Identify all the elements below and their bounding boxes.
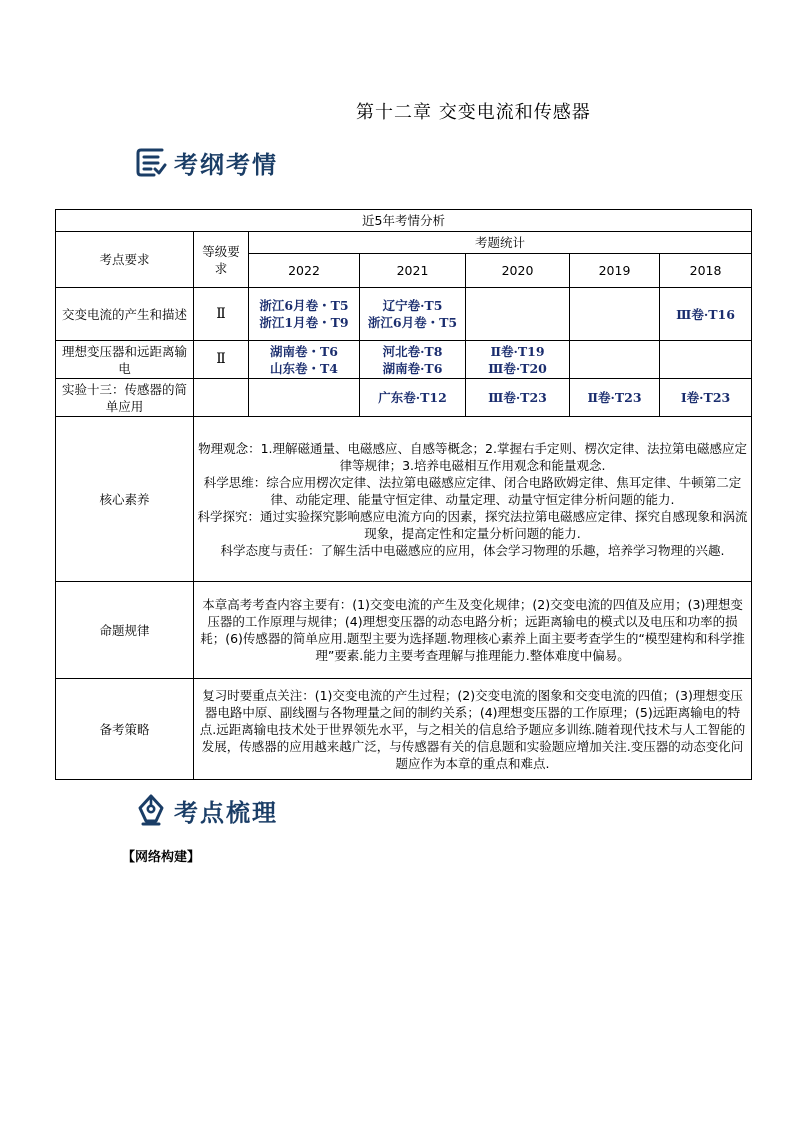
- section-title: 考点梳理: [174, 798, 278, 827]
- citation-cell: 辽宁卷·T5 浙江6月卷・T5: [360, 288, 466, 341]
- citation-cell: 广东卷·T12: [360, 379, 466, 417]
- table-row: [56, 417, 752, 582]
- citation-cell: Ⅲ卷·T23: [466, 379, 570, 417]
- table-row: [56, 288, 752, 341]
- citation-cell: [570, 341, 660, 379]
- table-row: [56, 341, 752, 379]
- section-heading-outline: [134, 144, 278, 180]
- level-cell: Ⅱ: [194, 288, 249, 341]
- pattern-label: 命题规律: [56, 582, 194, 679]
- topic-cell: 实验十三：传感器的简单应用: [56, 379, 194, 417]
- table-row: [56, 679, 752, 780]
- citation-cell: [249, 379, 360, 417]
- core-literacy-paragraph: 科学态度与责任：了解生活中电磁感应的应用，体会学习物理的乐趣，培养学习物理的兴趣.: [220, 542, 725, 558]
- citation-cell: Ⅰ卷·T23: [660, 379, 752, 417]
- table-row: [56, 379, 752, 417]
- header-level: 等级要求: [194, 232, 249, 288]
- citation-cell: 湖南卷・T6 山东卷・T4: [249, 341, 360, 379]
- exam-analysis-table: [55, 209, 752, 780]
- section-title: 考纲考情: [174, 150, 278, 179]
- year-header: 2020: [466, 254, 570, 288]
- core-literacy-paragraph: 科学思维：综合应用楞次定律、法拉第电磁感应定律、闭合电路欧姆定律、焦耳定律、牛顿第二定律、动能定理、能量守恒定律、动量定理、动量守恒定律分析问题的能力.: [203, 474, 742, 507]
- level-cell: [194, 379, 249, 417]
- year-header: 2018: [660, 254, 752, 288]
- level-cell: Ⅱ: [194, 341, 249, 379]
- list-check-icon: [134, 145, 168, 179]
- core-literacy-paragraph: 科学探究：通过实验探究影响感应电流方向的因素，探究法拉第电磁感应定律、探究自感现象和涡流现象，提高定性和定量分析问题的能力.: [197, 508, 748, 541]
- citation-cell: [466, 288, 570, 341]
- pen-nib-icon: [134, 793, 168, 827]
- header-stats: 考题统计: [249, 232, 752, 254]
- core-literacy-content: [194, 417, 752, 582]
- citation-cell: Ⅱ卷·T19 Ⅲ卷·T20: [466, 341, 570, 379]
- network-label: 【网络构建】: [122, 850, 201, 865]
- strategy-content: 复习时要重点关注：(1)交变电流的产生过程；(2)交变电流的图象和交变电流的四值；(3)理想变压器电路中原、副线圈与各物理量之间的制约关系；(4)理想变压器的工作原理；(5)远距离输电的特点.远距离输电技术处于世界领先水平，与之相关的信息给予题应多训练.随着现代技术与人工智能的发展，传感器的应用越来越广泛，与传感器有关的信息题和实验题应增加关注.变压器的动态变化问题应作为本章的重点和难点.: [194, 679, 752, 780]
- core-literacy-label: 核心素养: [56, 417, 194, 582]
- year-header: 2019: [570, 254, 660, 288]
- citation-cell: Ⅱ卷·T23: [570, 379, 660, 417]
- year-header: 2022: [249, 254, 360, 288]
- pattern-content: 本章高考考查内容主要有：(1)交变电流的产生及变化规律；(2)交变电流的四值及应用；(3)理想变压器的工作原理与规律；(4)理想变压器的动态电路分析；远距离输电的模式以及电压和功率的损耗；(6)传感器的简单应用.题型主要为选择题.物理核心素养上面主要考查学生的“模型建构和科学推理”要素.能力主要考查理解与推理能力.整体难度中偏易。: [194, 582, 752, 679]
- core-literacy-paragraph: 物理观念：1.理解磁通量、电磁感应、自感等概念；2.掌握右手定则、楞次定律、法拉第电磁感应定律等规律；3.培养电磁相互作用观念和能量观念.: [198, 440, 747, 473]
- citation-cell: [660, 341, 752, 379]
- chapter-title: 第十二章 交变电流和传感器: [356, 102, 591, 123]
- citation-cell: 浙江6月卷・T5 浙江1月卷・T9: [249, 288, 360, 341]
- topic-cell: 交变电流的产生和描述: [56, 288, 194, 341]
- citation-cell: 河北卷·T8 湖南卷·T6: [360, 341, 466, 379]
- citation-cell: [570, 288, 660, 341]
- year-header: 2021: [360, 254, 466, 288]
- citation-cell: Ⅲ卷·T16: [660, 288, 752, 341]
- table-caption: 近5年考情分析: [56, 210, 752, 232]
- section-heading-points: [134, 792, 278, 828]
- strategy-label: 备考策略: [56, 679, 194, 780]
- header-requirement: 考点要求: [56, 232, 194, 288]
- table-row: [56, 582, 752, 679]
- topic-cell: 理想变压器和远距离输电: [56, 341, 194, 379]
